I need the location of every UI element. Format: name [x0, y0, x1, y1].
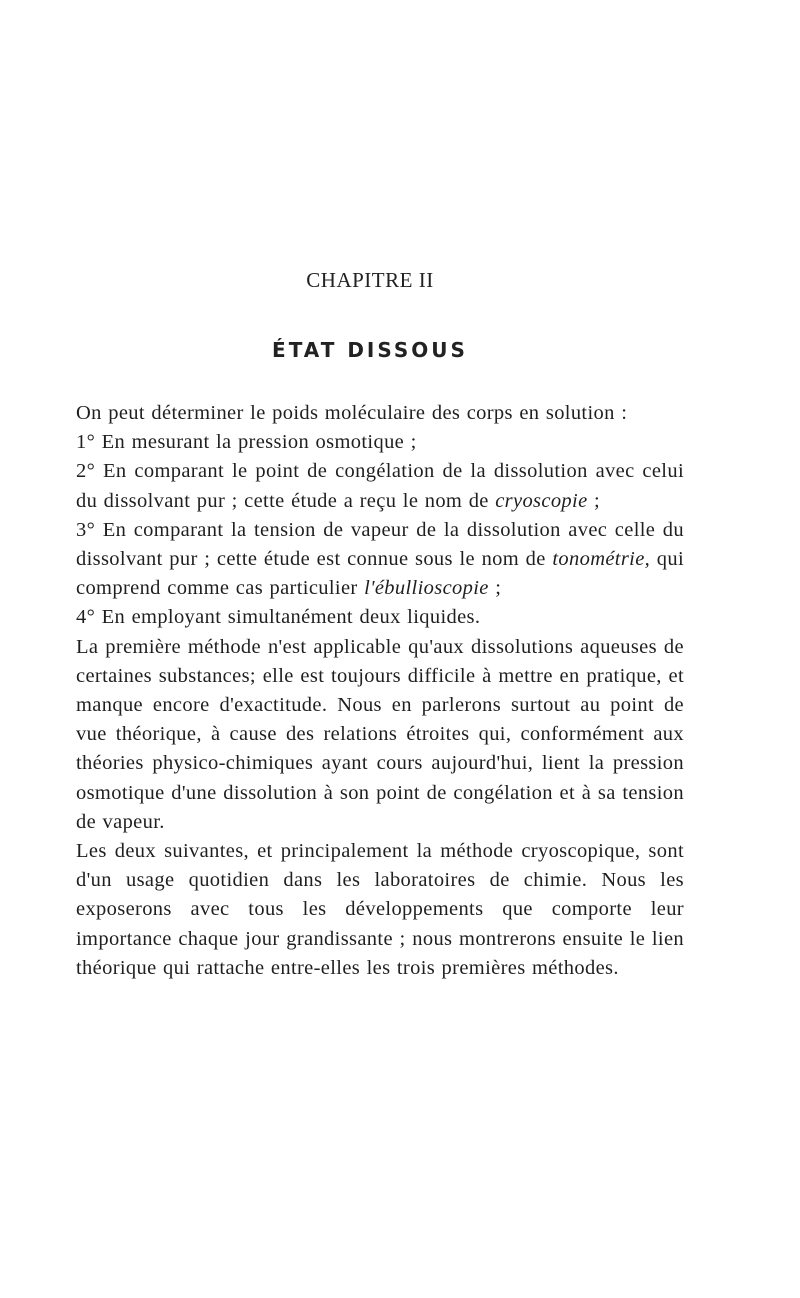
list-item-2 [76, 457, 684, 515]
list-item-2-text: 2° En comparant le point de congélation de la dissolution avec celui du dissolvant pur ; cette étude a reçu le nom de [76, 460, 684, 512]
term-cryoscopie: cryoscopie [495, 489, 588, 512]
list-item-3-end: ; [488, 577, 502, 600]
section-title: ÉTAT DISSOUS [272, 338, 468, 362]
body-paragraph-2: Les deux suivantes, et principalement la méthode cryoscopique, sont d'un usage quotidien dans les laboratoires de chimie. Nous les exposerons avec tous les développements que comporte leur importance chaque jour grandissante ; nous montrerons ensuite le lien théorique qui rattache entre-elles les trois premières méthodes. [76, 840, 684, 979]
list-item-2-end: ; [587, 489, 601, 512]
intro-paragraph: On peut déterminer le poids moléculaire des corps en solution : [76, 402, 628, 424]
term-ebullioscopie: l'ébullioscopie [364, 577, 489, 600]
chapter-heading: CHAPITRE II [306, 268, 434, 292]
list-item-3-text: 3° En comparant la tension de vapeur de la dissolution avec celle du dissolvant pur ; cette étude est connue sous le nom de [76, 518, 684, 571]
body-text [76, 399, 684, 983]
list-item-4: 4° En employant simultanément deux liquides. [76, 606, 481, 629]
list-item-1: 1° En mesurant la pression osmotique ; [76, 431, 417, 454]
body-paragraph-1: La première méthode n'est applicable qu'aux dissolutions aqueuses de certaines substances; elle est toujours difficile à mettre en pratique, et manque encore d'exactitude. Nous en parlerons surtout au point de vue théorique, à cause des relations étroites qui, conformément aux théories physico-chimiques ayant cours aujourd'hui, lient la pression osmotique d'une dissolution à son point de congélation et à sa tension de vapeur. [76, 635, 684, 833]
list-item-3 [76, 516, 684, 604]
term-tonometrie: tonométrie, [552, 548, 651, 571]
list-item-3-middle: qui comprend comme cas particulier [76, 548, 684, 600]
